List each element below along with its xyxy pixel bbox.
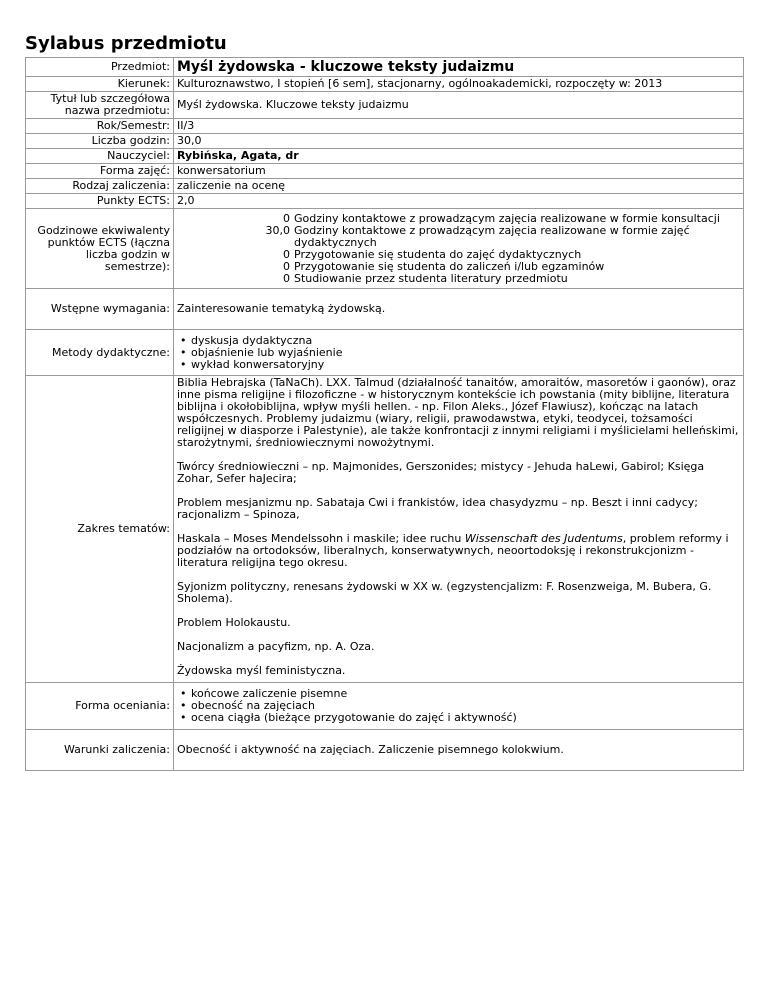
label-punkty-ects: Punkty ECTS: <box>26 194 174 209</box>
topic-paragraph: Syjonizm polityczny, renesans żydowski w XX w. (egzystencjalizm: F. Rosenzweiga, M. Bubera, G. Sholema). <box>177 580 712 605</box>
value-liczba-godzin: 30,0 <box>174 134 744 149</box>
topic-paragraph-haskala <box>177 533 740 569</box>
ects-hours-list <box>177 213 740 285</box>
value-forma-zajec: konwersatorium <box>174 164 744 179</box>
label-tytul: Tytuł lub szczegółowa nazwa przedmiotu: <box>26 92 174 119</box>
label-rodzaj-zaliczenia: Rodzaj zaliczenia: <box>26 179 174 194</box>
value-zakres-tematow <box>174 376 744 683</box>
row-godzinowe-ekwiwalenty <box>26 209 744 289</box>
ects-activity: Godziny kontaktowe z prowadzącym zajęcia realizowane w formie konsultacji <box>294 212 720 225</box>
topic-paragraph: Żydowska myśl feministyczna. <box>177 664 346 677</box>
ects-activity: Studiowanie przez studenta literatury przedmiotu <box>294 272 568 285</box>
page-title: Sylabus przedmiotu <box>25 33 227 54</box>
label-rok: Rok/Semestr: <box>26 119 174 134</box>
ects-hours: 0 <box>283 212 290 225</box>
row-warunki-zaliczenia <box>26 730 744 771</box>
teaching-methods-list <box>177 335 740 371</box>
row-zakres-tematow <box>26 376 744 683</box>
topic-paragraph: Problem Holokaustu. <box>177 616 291 629</box>
ects-hours: 0 <box>283 272 290 285</box>
syllabus-table <box>25 57 744 771</box>
ects-hours: 30,0 <box>265 224 290 237</box>
value-tytul: Myśl żydowska. Kluczowe teksty judaizmu <box>174 92 744 119</box>
topic-paragraph: Biblia Hebrajska (TaNaCh). LXX. Talmud (działalność tanaitów, amoraitów, masoretów i gaonów), oraz inne pisma religijne i filozoficzne - w historycznym kontekście ich powstania (mity biblijne, literatura biblijna i okołobiblijna, wpływ myśli hellen. - np. Filon Aleks., Józef Flawiusz), kończąc na latach współczesnych. Problemy judaizmu (wiary, religii, prawodawstwa, etyki, teodycei, tożsamości religijnej w diasporze i Palestynie), ale także konfrontacji z innymi religiami i myślicielami helleńskimi, starożytnymi, średniowiecznymi nowożytnymi. <box>177 376 739 449</box>
value-wstepne-wymagania: Zainteresowanie tematyką żydowską. <box>174 289 744 330</box>
row-rodzaj-zaliczenia <box>26 179 744 194</box>
list-item: • wykład konwersatoryjny <box>177 359 740 371</box>
ects-activity: Przygotowanie się studenta do zajęć dydaktycznych <box>294 248 582 261</box>
value-przedmiot: Myśl żydowska - kluczowe teksty judaizmu <box>174 58 744 77</box>
haskala-text-end: , problem reformy i podziałów na ortodoksów, liberalnych, konserwatywnych, neoortodoksję i rekonstrukcjonizm - literatura religijna tego okresu. <box>177 532 729 569</box>
value-kierunek: Kulturoznawstwo, I stopień [6 sem], stacjonarny, ogólnoakademicki, rozpoczęty w: 2013 <box>174 77 744 92</box>
label-kierunek: Kierunek: <box>26 77 174 92</box>
topic-paragraph: Nacjonalizm a pacyfizm, np. A. Oza. <box>177 640 375 653</box>
row-przedmiot <box>26 58 744 77</box>
topic-paragraph: Twórcy średniowieczni – np. Majmonides, Gerszonides; mistycy - Jehuda haLewi, Gabirol; Księga Zohar, Sefer haJecira; <box>177 460 705 485</box>
row-rok <box>26 119 744 134</box>
label-warunki-zaliczenia: Warunki zaliczenia: <box>26 730 174 771</box>
list-item: • dyskusja dydaktyczna <box>177 335 740 347</box>
label-liczba-godzin: Liczba godzin: <box>26 134 174 149</box>
list-item: • objaśnienie lub wyjaśnienie <box>177 347 740 359</box>
ects-hours: 0 <box>283 260 290 273</box>
row-tytul <box>26 92 744 119</box>
value-metody-dydaktyczne <box>174 330 744 376</box>
label-przedmiot: Przedmiot: <box>26 58 174 77</box>
label-nauczyciel: Nauczyciel: <box>26 149 174 164</box>
row-wstepne-wymagania <box>26 289 744 330</box>
row-liczba-godzin <box>26 134 744 149</box>
list-item: • obecność na zajęciach <box>177 700 740 712</box>
assessment-list <box>177 688 740 724</box>
row-forma-oceniania <box>26 683 744 730</box>
list-item: • końcowe zaliczenie pisemne <box>177 688 740 700</box>
topic-paragraph: Problem mesjanizmu np. Sabataja Cwi i frankistów, idea chasydyzmu – np. Beszt i inni cadycy; racjonalizm – Spinoza, <box>177 496 699 521</box>
label-forma-oceniania: Forma oceniania: <box>26 683 174 730</box>
value-rodzaj-zaliczenia: zaliczenie na ocenę <box>174 179 744 194</box>
row-kierunek <box>26 77 744 92</box>
label-godzinowe-ekwiwalenty: Godzinowe ekwiwalenty punktów ECTS (łączna liczba godzin w semestrze): <box>26 209 174 289</box>
value-nauczyciel: Rybińska, Agata, dr <box>174 149 744 164</box>
label-zakres-tematow: Zakres tematów: <box>26 376 174 683</box>
haskala-text: Haskala – Moses Mendelssohn i maskile; idee ruchu <box>177 532 465 545</box>
ects-activity: Przygotowanie się studenta do zaliczeń i/lub egzaminów <box>294 260 605 273</box>
ects-hours: 0 <box>283 248 290 261</box>
row-punkty-ects <box>26 194 744 209</box>
label-wstepne-wymagania: Wstępne wymagania: <box>26 289 174 330</box>
row-nauczyciel <box>26 149 744 164</box>
row-forma-zajec <box>26 164 744 179</box>
value-forma-oceniania <box>174 683 744 730</box>
ects-activity: Godziny kontaktowe z prowadzącym zajęcia realizowane w formie zajęć dydaktycznych <box>294 224 690 249</box>
row-metody-dydaktyczne <box>26 330 744 376</box>
value-rok: II/3 <box>174 119 744 134</box>
label-metody-dydaktyczne: Metody dydaktyczne: <box>26 330 174 376</box>
haskala-italic-term: Wissenschaft des Judentums <box>464 532 623 545</box>
value-warunki-zaliczenia: Obecność i aktywność na zajęciach. Zaliczenie pisemnego kolokwium. <box>174 730 744 771</box>
list-item: • ocena ciągła (bieżące przygotowanie do zajęć i aktywność) <box>177 712 740 724</box>
label-forma-zajec: Forma zajęć: <box>26 164 174 179</box>
value-punkty-ects: 2,0 <box>174 194 744 209</box>
value-godzinowe-ekwiwalenty <box>174 209 744 289</box>
